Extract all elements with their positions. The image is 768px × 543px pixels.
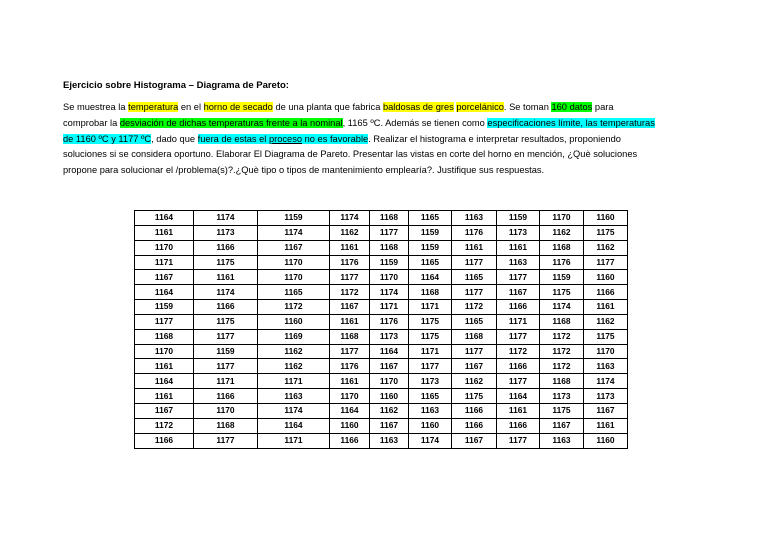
table-cell: 1166	[135, 433, 194, 448]
table-cell: 1168	[540, 374, 584, 389]
highlight-cyan-text: especificaciones límite, las temperaturas	[487, 117, 655, 128]
table-cell: 1159	[135, 300, 194, 315]
table-cell: 1172	[135, 418, 194, 433]
table-cell: 1167	[370, 359, 409, 374]
table-cell: 1161	[497, 403, 540, 418]
table-cell: 1161	[135, 359, 194, 374]
table-cell: 1165	[409, 211, 452, 226]
table-cell: 1163	[584, 359, 628, 374]
table-cell: 1172	[540, 359, 584, 374]
table-cell: 1159	[409, 225, 452, 240]
table-cell: 1159	[540, 270, 584, 285]
table-cell: 1174	[258, 225, 330, 240]
table-cell: 1175	[540, 403, 584, 418]
table-cell: 1159	[370, 255, 409, 270]
table-cell: 1172	[330, 285, 370, 300]
table-cell: 1168	[540, 314, 584, 329]
table-cell: 1159	[258, 211, 330, 226]
table-cell: 1161	[497, 240, 540, 255]
table-cell: 1173	[584, 389, 628, 404]
table-cell: 1176	[452, 225, 497, 240]
paragraph-line	[63, 100, 713, 116]
table-cell: 1163	[497, 255, 540, 270]
document-title: Ejercicio sobre Histograma – Diagrama de Pareto:	[63, 80, 289, 91]
table-cell: 1175	[540, 285, 584, 300]
table-cell: 1162	[584, 240, 628, 255]
table-cell: 1160	[584, 270, 628, 285]
table-cell: 1177	[452, 255, 497, 270]
table-cell: 1177	[194, 433, 258, 448]
table-cell: 1174	[194, 211, 258, 226]
table-row	[135, 403, 628, 418]
table-cell: 1160	[409, 418, 452, 433]
table-cell: 1171	[258, 433, 330, 448]
table-cell: 1166	[497, 418, 540, 433]
table-cell: 1177	[497, 270, 540, 285]
table-cell: 1167	[540, 418, 584, 433]
table-row	[135, 374, 628, 389]
table-cell: 1167	[135, 403, 194, 418]
table-cell: 1162	[258, 344, 330, 359]
table-cell: 1168	[452, 329, 497, 344]
table-cell: 1162	[258, 359, 330, 374]
paragraph-text: , 1165 ºC. Además se tienen como	[342, 117, 488, 128]
table-cell: 1170	[330, 389, 370, 404]
table-cell: 1164	[135, 285, 194, 300]
paragraph-text: , dado que	[151, 133, 198, 144]
table-cell: 1161	[330, 240, 370, 255]
table-cell: 1177	[194, 359, 258, 374]
table-cell: 1164	[330, 403, 370, 418]
table-cell: 1176	[330, 359, 370, 374]
paragraph-text: soluciones si se considera oportuno. Elaborar El Diagrama de Pareto. Presentar las vistas en corte del horno en mención, ¿Què soluciones	[63, 149, 638, 160]
highlight-yellow-text: porcelánico	[456, 102, 504, 112]
table-cell: 1174	[194, 285, 258, 300]
table-cell: 1166	[452, 403, 497, 418]
table-cell: 1167	[452, 433, 497, 448]
table-row	[135, 270, 628, 285]
table-cell: 1175	[584, 329, 628, 344]
paragraph-line	[63, 116, 713, 132]
paragraph-text: para	[592, 102, 614, 112]
table-cell: 1161	[452, 240, 497, 255]
table-cell: 1165	[409, 389, 452, 404]
table-cell: 1174	[584, 374, 628, 389]
table-row	[135, 359, 628, 374]
table-cell: 1168	[540, 240, 584, 255]
table-cell: 1166	[497, 300, 540, 315]
table-cell: 1171	[497, 314, 540, 329]
paragraph-text: propone para solucionar el /problema(s)?.¿Què tipo o tipos de mantenimiento emplearía?. Justifique sus respuestas.	[63, 165, 545, 176]
table-cell: 1177	[584, 255, 628, 270]
table-cell: 1165	[258, 285, 330, 300]
table-cell: 1173	[497, 225, 540, 240]
table-cell: 1171	[370, 300, 409, 315]
paragraph-text: . Se toman	[503, 102, 552, 112]
table-cell: 1163	[452, 211, 497, 226]
table-cell: 1170	[540, 211, 584, 226]
table-cell: 1166	[452, 418, 497, 433]
table-row	[135, 314, 628, 329]
table-cell: 1170	[135, 344, 194, 359]
table-row	[135, 344, 628, 359]
table-cell: 1177	[497, 374, 540, 389]
table-cell: 1165	[452, 314, 497, 329]
table-cell: 1162	[330, 225, 370, 240]
table-cell: 1168	[409, 285, 452, 300]
table-row	[135, 211, 628, 226]
table-cell: 1160	[584, 211, 628, 226]
table-cell: 1171	[409, 300, 452, 315]
table-cell: 1160	[330, 418, 370, 433]
table-cell: 1170	[584, 344, 628, 359]
table-cell: 1171	[135, 255, 194, 270]
table-cell: 1161	[194, 270, 258, 285]
table-cell: 1169	[258, 329, 330, 344]
table-cell: 1168	[370, 240, 409, 255]
table-cell: 1177	[452, 285, 497, 300]
table-row	[135, 433, 628, 448]
table-cell: 1172	[497, 344, 540, 359]
table-cell: 1168	[330, 329, 370, 344]
table-cell: 1164	[409, 270, 452, 285]
highlight-yellow-text: baldosas de gres	[382, 102, 454, 112]
table-cell: 1168	[194, 418, 258, 433]
paragraph-text: en el	[178, 102, 204, 112]
table-cell: 1161	[330, 374, 370, 389]
table-cell: 1167	[497, 285, 540, 300]
table-cell: 1164	[135, 374, 194, 389]
table-cell: 1176	[370, 314, 409, 329]
table-cell: 1160	[370, 389, 409, 404]
table-cell: 1163	[540, 433, 584, 448]
table-cell: 1166	[194, 389, 258, 404]
temperature-data-table	[134, 210, 628, 449]
table-cell: 1167	[370, 418, 409, 433]
table-cell: 1177	[194, 329, 258, 344]
table-cell: 1175	[194, 255, 258, 270]
table-cell: 1172	[258, 300, 330, 315]
paragraph-text: . Realizar el histograma e interpretar resultados, proponiendo	[368, 133, 621, 144]
table-cell: 1174	[258, 403, 330, 418]
highlight-green-text: desviación de dichas temperaturas frente a la nominal	[119, 117, 343, 128]
highlight-green-text: 160 datos	[551, 102, 593, 112]
table-cell: 1175	[452, 389, 497, 404]
table-cell: 1176	[540, 255, 584, 270]
table-cell: 1160	[584, 433, 628, 448]
table-cell: 1170	[370, 374, 409, 389]
table-cell: 1166	[497, 359, 540, 374]
table-cell: 1170	[194, 403, 258, 418]
paragraph-line	[63, 147, 713, 163]
table-cell: 1175	[409, 314, 452, 329]
table-cell: 1167	[258, 240, 330, 255]
table-cell: 1168	[135, 329, 194, 344]
table-cell: 1167	[135, 270, 194, 285]
table-cell: 1177	[497, 433, 540, 448]
table-cell: 1166	[194, 300, 258, 315]
table-cell: 1177	[330, 344, 370, 359]
table-cell: 1177	[135, 314, 194, 329]
table-row	[135, 255, 628, 270]
table-cell: 1165	[452, 270, 497, 285]
table-cell: 1172	[540, 329, 584, 344]
table-cell: 1161	[135, 389, 194, 404]
table-cell: 1159	[194, 344, 258, 359]
table-cell: 1171	[258, 374, 330, 389]
table-cell: 1171	[409, 344, 452, 359]
table-cell: 1162	[370, 403, 409, 418]
table-cell: 1160	[258, 314, 330, 329]
table-cell: 1172	[452, 300, 497, 315]
table-cell: 1164	[370, 344, 409, 359]
table-cell: 1167	[452, 359, 497, 374]
table-cell: 1162	[452, 374, 497, 389]
table-cell: 1166	[584, 285, 628, 300]
table-cell: 1163	[258, 389, 330, 404]
paragraph-text: comprobar la	[63, 117, 120, 128]
table-cell: 1161	[584, 300, 628, 315]
table-cell: 1177	[497, 329, 540, 344]
table-cell: 1164	[135, 211, 194, 226]
table-cell: 1163	[409, 403, 452, 418]
table-cell: 1172	[540, 344, 584, 359]
table-cell: 1170	[370, 270, 409, 285]
table-row	[135, 225, 628, 240]
table-row	[135, 285, 628, 300]
table-cell: 1171	[194, 374, 258, 389]
paragraph-line	[63, 163, 713, 179]
highlight-cyan-text: fuera de estas el	[197, 133, 269, 144]
table-cell: 1162	[540, 225, 584, 240]
table-cell: 1164	[497, 389, 540, 404]
table-cell: 1165	[409, 255, 452, 270]
table-cell: 1167	[330, 300, 370, 315]
highlight-cyan-text: no es favorable	[302, 133, 369, 144]
table-row	[135, 240, 628, 255]
table-cell: 1177	[370, 225, 409, 240]
table-cell: 1166	[330, 433, 370, 448]
table-cell: 1162	[584, 314, 628, 329]
paragraph-text: de una planta que fabrica	[272, 102, 383, 112]
table-cell: 1161	[330, 314, 370, 329]
table-cell: 1173	[194, 225, 258, 240]
table-cell: 1168	[370, 211, 409, 226]
highlight-yellow-text: temperatura	[128, 102, 179, 112]
table-cell: 1161	[135, 225, 194, 240]
exercise-paragraph	[63, 100, 713, 179]
table-cell: 1173	[409, 374, 452, 389]
table-cell: 1159	[497, 211, 540, 226]
table-cell: 1176	[330, 255, 370, 270]
table-cell: 1177	[409, 359, 452, 374]
table-cell: 1174	[540, 300, 584, 315]
table-cell: 1170	[258, 270, 330, 285]
table-cell: 1167	[584, 403, 628, 418]
table-row	[135, 329, 628, 344]
table-cell: 1170	[135, 240, 194, 255]
paragraph-text: Se muestrea la	[63, 102, 129, 112]
table-cell: 1177	[330, 270, 370, 285]
table-cell: 1175	[584, 225, 628, 240]
highlight-cyan-text: de 1160 ºC y 1177 ºC	[63, 133, 152, 144]
table-cell: 1163	[370, 433, 409, 448]
table-cell: 1173	[370, 329, 409, 344]
table-cell: 1174	[409, 433, 452, 448]
table-cell: 1170	[258, 255, 330, 270]
highlight-yellow-text: horno de secado	[203, 102, 273, 112]
table-cell: 1173	[540, 389, 584, 404]
table-cell: 1174	[370, 285, 409, 300]
paragraph-line	[63, 132, 713, 148]
table-cell: 1164	[258, 418, 330, 433]
table-cell: 1175	[409, 329, 452, 344]
table-row	[135, 300, 628, 315]
table-row	[135, 389, 628, 404]
table-cell: 1166	[194, 240, 258, 255]
table-cell: 1161	[584, 418, 628, 433]
table-row	[135, 418, 628, 433]
table-cell: 1177	[452, 344, 497, 359]
table-cell: 1159	[409, 240, 452, 255]
table-cell: 1175	[194, 314, 258, 329]
table-cell: 1174	[330, 211, 370, 226]
highlight-cyan-underlined-text: proceso	[268, 133, 303, 144]
